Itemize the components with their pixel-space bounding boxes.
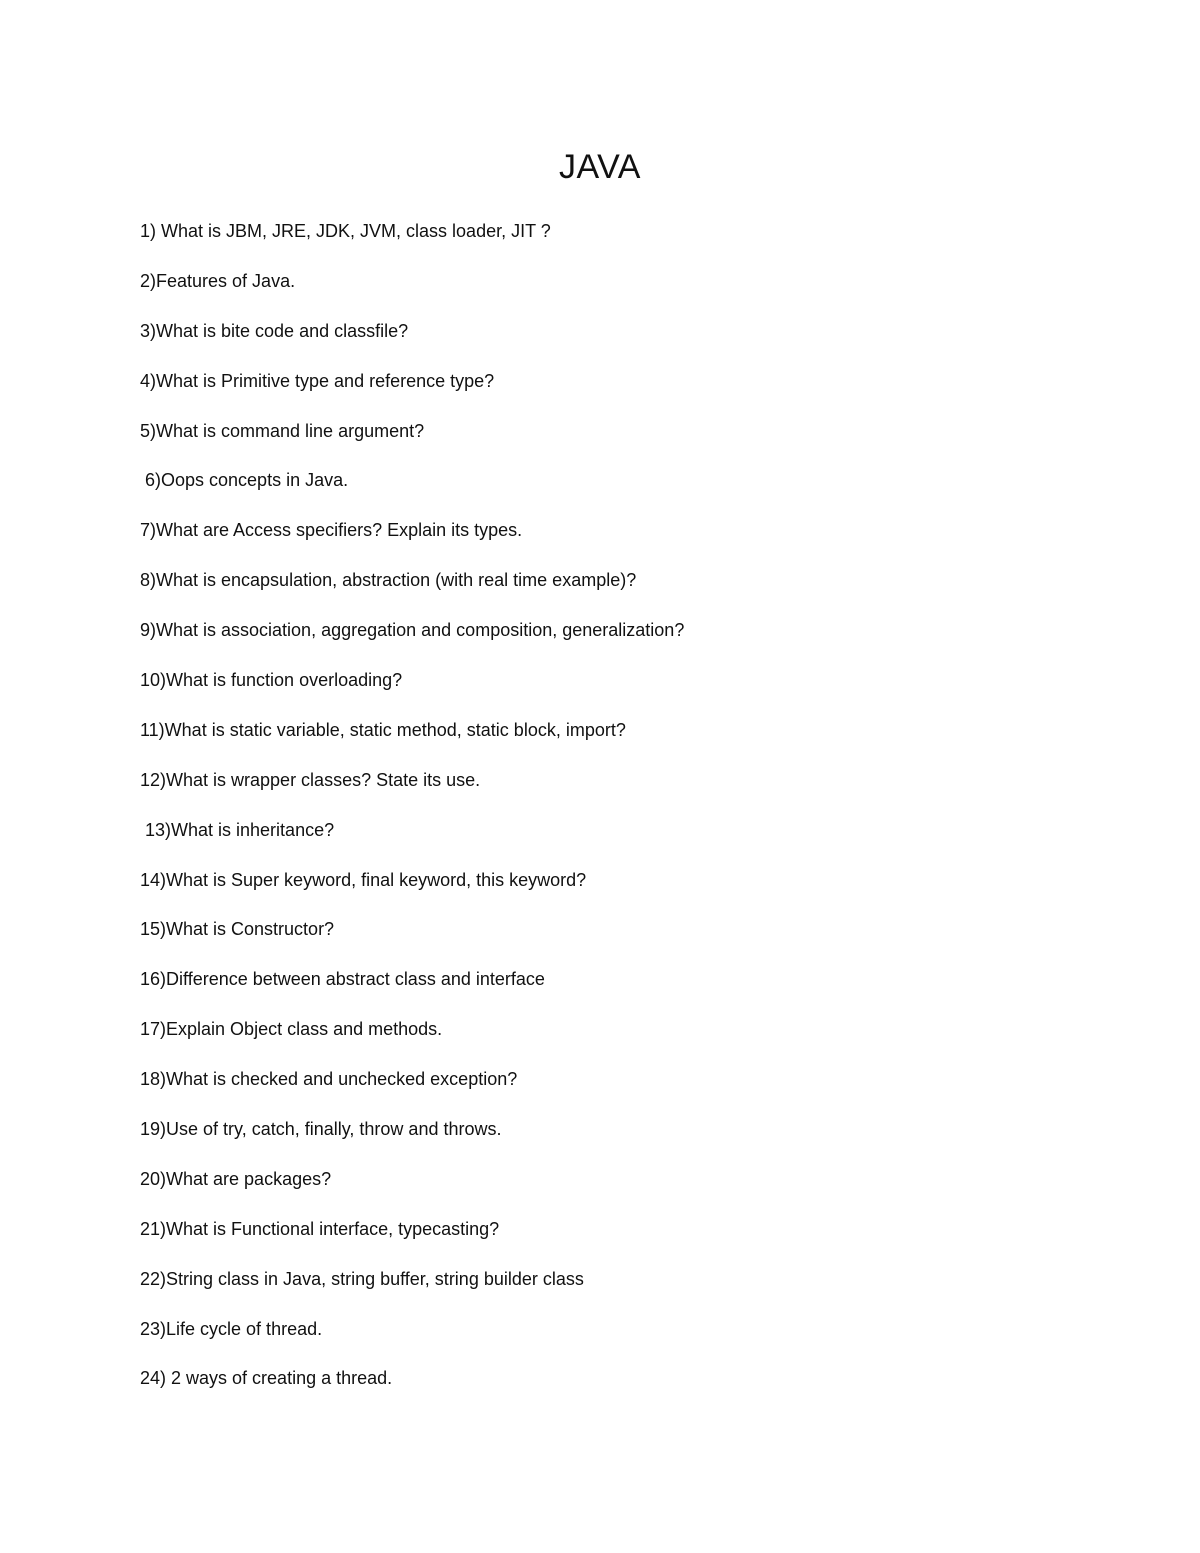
- question-item: 22)String class in Java, string buffer, string builder class: [140, 1268, 584, 1289]
- question-item: 23)Life cycle of thread.: [140, 1318, 323, 1339]
- question-item: 8)What is encapsulation, abstraction (with real time example)?: [140, 570, 637, 591]
- question-item: 7)What are Access specifiers? Explain its types.: [140, 520, 523, 541]
- question-item: 11)What is static variable, static method, static block, import?: [140, 719, 626, 740]
- question-item: 15)What is Constructor?: [140, 919, 335, 940]
- question-item: 17)Explain Object class and methods.: [140, 1019, 443, 1040]
- question-item: 18)What is checked and unchecked exception?: [140, 1069, 518, 1090]
- question-list: [140, 216, 1100, 1413]
- question-item: 16)Difference between abstract class and interface: [140, 969, 545, 990]
- question-item: 4)What is Primitive type and reference type?: [140, 370, 495, 391]
- question-item: 21)What is Functional interface, typecasting?: [140, 1218, 500, 1239]
- question-item: 19)Use of try, catch, finally, throw and throws.: [140, 1119, 502, 1140]
- question-item: 12)What is wrapper classes? State its use.: [140, 769, 481, 790]
- question-item: 5)What is command line argument?: [140, 420, 425, 441]
- question-item: 9)What is association, aggregation and composition, generalization?: [140, 620, 685, 641]
- question-item: 10)What is function overloading?: [140, 670, 403, 691]
- question-item: 2)Features of Java.: [140, 270, 296, 291]
- question-item: 6)Oops concepts in Java.: [140, 470, 349, 491]
- question-item: 14)What is Super keyword, final keyword, this keyword?: [140, 869, 587, 890]
- question-item: 3)What is bite code and classfile?: [140, 320, 409, 341]
- question-item: 13)What is inheritance?: [140, 819, 335, 840]
- question-item: 1) What is JBM, JRE, JDK, JVM, class loader, JIT ?: [140, 221, 551, 241]
- question-item: 20)What are packages?: [140, 1168, 332, 1189]
- question-item: 24) 2 ways of creating a thread.: [140, 1368, 393, 1389]
- document-title: JAVA: [559, 148, 641, 186]
